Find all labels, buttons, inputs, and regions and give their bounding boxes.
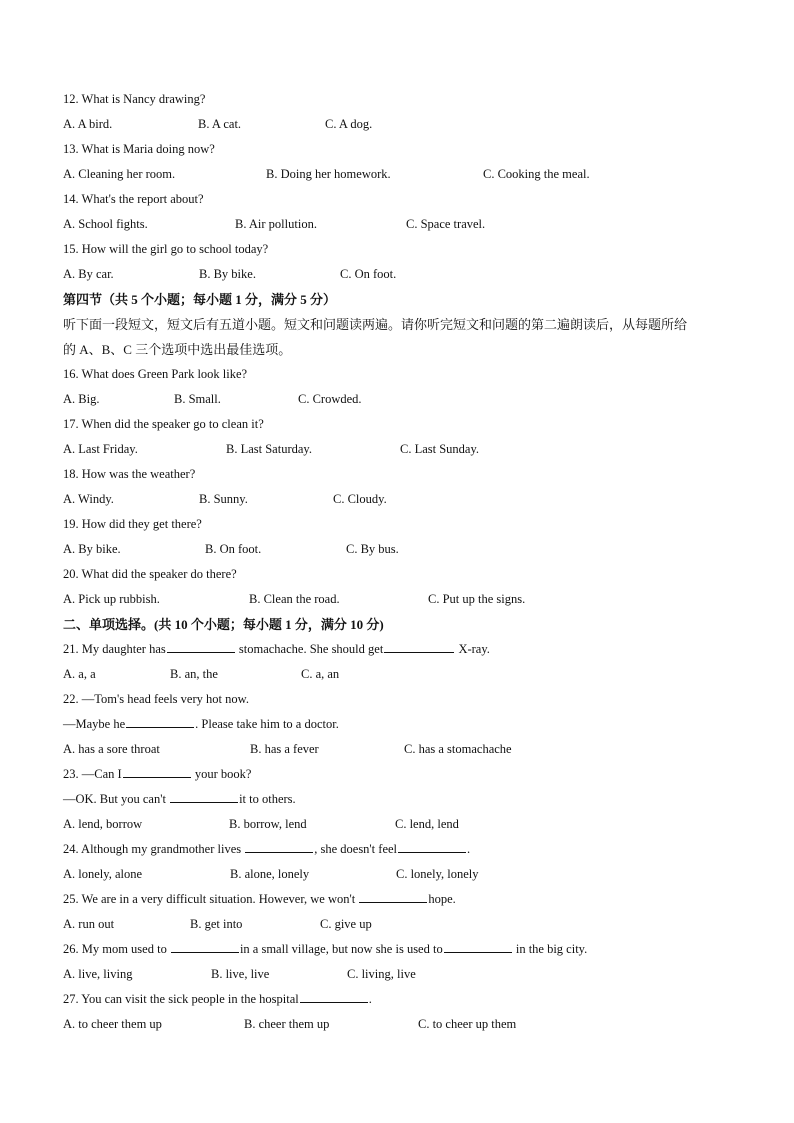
option-row [63, 112, 743, 137]
option-b: B. cheer them up [244, 1017, 330, 1031]
question-stem: 22. —Tom's head feels very hot now. [63, 692, 249, 706]
stem-text: , she doesn't feel [314, 842, 398, 856]
option-c: C. lend, lend [395, 817, 459, 831]
question-stem: 14. What's the report about? [63, 192, 204, 206]
option-b: B. By bike. [199, 267, 256, 281]
option-a: A. has a sore throat [63, 742, 160, 756]
option-c: C. lonely, lonely [396, 867, 479, 881]
question-stem [63, 887, 743, 912]
option-c: C. to cheer up them [418, 1017, 517, 1031]
option-row [63, 812, 743, 837]
option-a: A. By car. [63, 267, 114, 281]
option-row [63, 737, 743, 762]
option-row [63, 262, 743, 287]
option-b: B. has a fever [250, 742, 319, 756]
option-c: C. On foot. [340, 267, 397, 281]
stem-text: —OK. But you can't [63, 792, 170, 806]
stem-text: . Please take him to a doctor. [195, 717, 339, 731]
option-c: C. living, live [347, 967, 416, 981]
question-stem: 15. How will the girl go to school today? [63, 242, 269, 256]
option-a: A. Pick up rubbish. [63, 592, 160, 606]
option-row [63, 962, 743, 987]
option-a: A. Windy. [63, 492, 114, 506]
option-a: A. Cleaning her room. [63, 167, 176, 181]
option-row [63, 537, 743, 562]
answer-blank [245, 838, 313, 853]
option-row [63, 437, 743, 462]
option-c: C. Cooking the meal. [483, 167, 590, 181]
answer-blank [170, 788, 238, 803]
option-c: C. By bus. [346, 542, 399, 556]
answer-blank [123, 763, 191, 778]
option-c: C. a, an [301, 667, 340, 681]
option-row [63, 587, 743, 612]
stem-text: it to others. [239, 792, 296, 806]
answer-blank [444, 938, 512, 953]
question-stem: 16. What does Green Park look like? [63, 367, 248, 381]
option-a: A. School fights. [63, 217, 148, 231]
option-b: B. Clean the road. [249, 592, 340, 606]
question-stem: 13. What is Maria doing now? [63, 142, 215, 156]
section-instructions: 的 A、B、C 三个选项中选出最佳选项。 [63, 342, 292, 357]
question-stem [63, 937, 743, 962]
question-stem [63, 637, 743, 662]
option-row [63, 662, 743, 687]
answer-blank [167, 638, 235, 653]
question-stem: 17. When did the speaker go to clean it? [63, 417, 264, 431]
option-a: A. lonely, alone [63, 867, 143, 881]
option-a: A. live, living [63, 967, 133, 981]
option-c: C. Space travel. [406, 217, 486, 231]
answer-blank [384, 638, 454, 653]
section-title: 第四节（共 5 个小题；每小题 1 分，满分 5 分） [63, 292, 337, 307]
stem-text: —Maybe he [63, 717, 126, 731]
question-stem [63, 712, 743, 737]
answer-blank [398, 838, 466, 853]
option-a: A. By bike. [63, 542, 121, 556]
option-row [63, 212, 743, 237]
answer-blank [359, 888, 427, 903]
stem-text: 21. My daughter has [63, 642, 166, 656]
option-a: A. a, a [63, 667, 96, 681]
stem-text: . [368, 992, 372, 1006]
option-c: C. Put up the signs. [428, 592, 526, 606]
option-b: B. Air pollution. [235, 217, 317, 231]
option-row [63, 862, 743, 887]
option-row [63, 912, 743, 937]
section-instructions: 听下面一段短文，短文后有五道小题。短文和问题读两遍。请你听完短文和问题的第二遍朗读后，从每题所给 [63, 317, 688, 332]
option-b: B. A cat. [198, 117, 242, 131]
option-a: A. Big. [63, 392, 100, 406]
option-b: B. borrow, lend [229, 817, 307, 831]
option-b: B. Last Saturday. [226, 442, 312, 456]
option-row [63, 387, 743, 412]
stem-text: stomachache. She should get [235, 642, 384, 656]
question-stem: 18. How was the weather? [63, 467, 196, 481]
option-b: B. live, live [211, 967, 270, 981]
section-title: 二、单项选择。(共 10 个小题；每小题 1 分，满分 10 分) [63, 617, 384, 632]
option-b: B. an, the [170, 667, 218, 681]
option-c: C. A dog. [325, 117, 373, 131]
option-a: A. A bird. [63, 117, 113, 131]
answer-blank [171, 938, 239, 953]
option-b: B. Doing her homework. [266, 167, 391, 181]
stem-text: hope. [428, 892, 456, 906]
stem-text: 26. My mom used to [63, 942, 170, 956]
option-a: A. run out [63, 917, 115, 931]
question-stem [63, 987, 743, 1012]
question-stem: 19. How did they get there? [63, 517, 202, 531]
option-row [63, 162, 743, 187]
option-b: B. Sunny. [199, 492, 248, 506]
option-b: B. get into [190, 917, 243, 931]
option-c: C. Cloudy. [333, 492, 387, 506]
option-a: A. lend, borrow [63, 817, 143, 831]
option-c: C. has a stomachache [404, 742, 512, 756]
answer-blank [300, 988, 368, 1003]
question-stem: 20. What did the speaker do there? [63, 567, 237, 581]
stem-text: 23. —Can I [63, 767, 122, 781]
option-c: C. give up [320, 917, 372, 931]
question-stem [63, 837, 743, 862]
stem-text: your book? [191, 767, 252, 781]
question-stem [63, 787, 743, 812]
question-stem: 12. What is Nancy drawing? [63, 92, 206, 106]
option-a: A. Last Friday. [63, 442, 138, 456]
option-c: C. Last Sunday. [400, 442, 480, 456]
stem-text: . [467, 842, 471, 856]
stem-text: in the big city. [512, 942, 588, 956]
stem-text: 27. You can visit the sick people in the hospital [63, 992, 299, 1006]
exam-page [63, 87, 743, 1037]
option-row [63, 487, 743, 512]
stem-text: 25. We are in a very difficult situation. However, we won't [63, 892, 359, 906]
option-b: B. alone, lonely [230, 867, 310, 881]
stem-text: X-ray. [455, 642, 490, 656]
stem-text: in a small village, but now she is used to [239, 942, 443, 956]
option-b: B. Small. [174, 392, 221, 406]
answer-blank [126, 713, 194, 728]
stem-text: 24. Although my grandmother lives [63, 842, 245, 856]
question-stem [63, 762, 743, 787]
option-c: C. Crowded. [298, 392, 362, 406]
option-row [63, 1012, 743, 1037]
option-a: A. to cheer them up [63, 1017, 162, 1031]
option-b: B. On foot. [205, 542, 262, 556]
